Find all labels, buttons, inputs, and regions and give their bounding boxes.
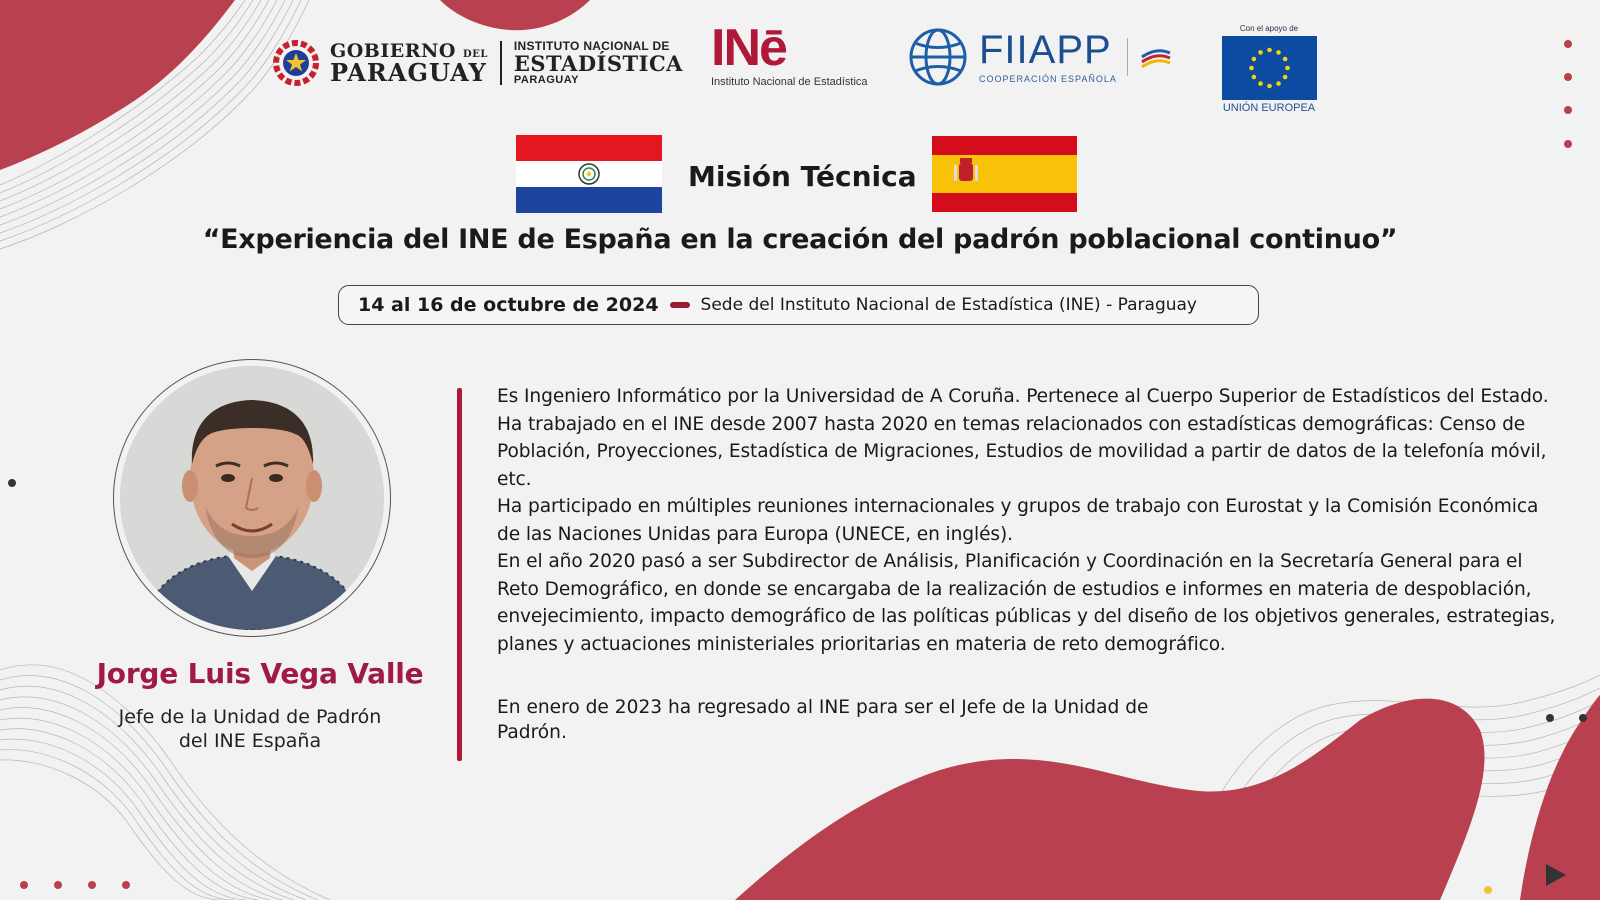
speaker-role-line: del INE España: [178, 730, 322, 752]
logo-divider: [1127, 38, 1128, 76]
union-europea-logo: [1219, 24, 1319, 114]
bio-paragraph: En enero de 2023 ha regresado al INE para ser el Jefe de la Unidad de Padrón.: [497, 697, 1149, 743]
eu-support-label: Con el apoyo de: [1239, 24, 1299, 33]
event-date: 14 al 16 de octubre de 2024: [358, 294, 659, 316]
event-info-pill: [338, 285, 1259, 325]
gobierno-paraguay-logo: [270, 38, 683, 88]
gobierno-wordmark: GOBIERNO DEL PARAGUAY: [330, 39, 488, 87]
separator-dash: [670, 302, 690, 308]
fiiapp-logo: [909, 28, 1174, 86]
mission-title: Misión Técnica: [688, 160, 917, 193]
bio-paragraph: En el año 2020 pasó a ser Subdirector de Análisis, Planificación y Coordinación en la Secretaría General para el Reto Demográfico, en donde se encargaba de la realización de estudios e informes en materia de despoblación, envejecimiento, impacto demográfico de las políticas públicas y del diseño de los objetivos generales, estrategias, planes y actuaciones ministeriales prioritarias en materia de reto demográfico.: [497, 551, 1556, 655]
speaker-role: [60, 705, 440, 753]
eu-label: UNIÓN EUROPEA: [1222, 102, 1316, 114]
bio-paragraph: Es Ingeniero Informático por la Universidad de A Coruña. Pertenece al Cuerpo Superior de Estadísticos del Estado.: [497, 386, 1549, 407]
ine-espana-subtitle: Instituto Nacional de Estadística: [711, 76, 868, 88]
speaker-photo: [120, 366, 384, 630]
play-icon[interactable]: [1546, 864, 1566, 886]
fiiapp-subtitle: COOPERACIÓN ESPAÑOLA: [979, 74, 1117, 84]
ine-paraguay-wordmark: INSTITUTO NACIONAL DE ESTADÍSTICA PARAGUAY: [513, 38, 683, 86]
eu-flag-icon: [1222, 36, 1317, 100]
logo-divider: [500, 41, 502, 85]
fiiapp-wordmark: FIIAPP: [979, 28, 1112, 72]
event-headline: “Experiencia del INE de España en la creación del padrón poblacional continuo”: [202, 224, 1398, 255]
paraguay-flag-icon: [516, 135, 662, 213]
spain-flag-icon: [932, 136, 1077, 212]
bio-paragraph: Ha participado en múltiples reuniones internacionales y grupos de trabajo con Eurostat y la Comisión Económica de las Naciones Unidas para Europa (UNECE, en inglés).: [497, 496, 1539, 545]
bio-paragraph: Ha trabajado en el INE desde 2007 hasta 2020 en temas relacionados con estadísticas demográficas: Censo de Población, Proyecciones, Estadística de Migraciones, Estudios de movilidad a partir de datos de la telefonía móvil, etc.: [497, 413, 1547, 490]
cooperacion-espanola-icon: [1138, 43, 1174, 71]
globe-icon: [909, 28, 967, 86]
speaker-bio: [497, 383, 1562, 658]
ine-espana-logo: [711, 19, 868, 88]
speaker-name: Jorge Luis Vega Valle: [96, 657, 424, 690]
speaker-role-line: Jefe de la Unidad de Padrón: [118, 706, 382, 728]
event-venue: Sede del Instituto Nacional de Estadística (INE) - Paraguay: [700, 295, 1197, 315]
accent-divider: [457, 388, 462, 761]
ine-espana-mark: INē: [711, 19, 786, 77]
paraguay-emblem-icon: [270, 38, 322, 88]
